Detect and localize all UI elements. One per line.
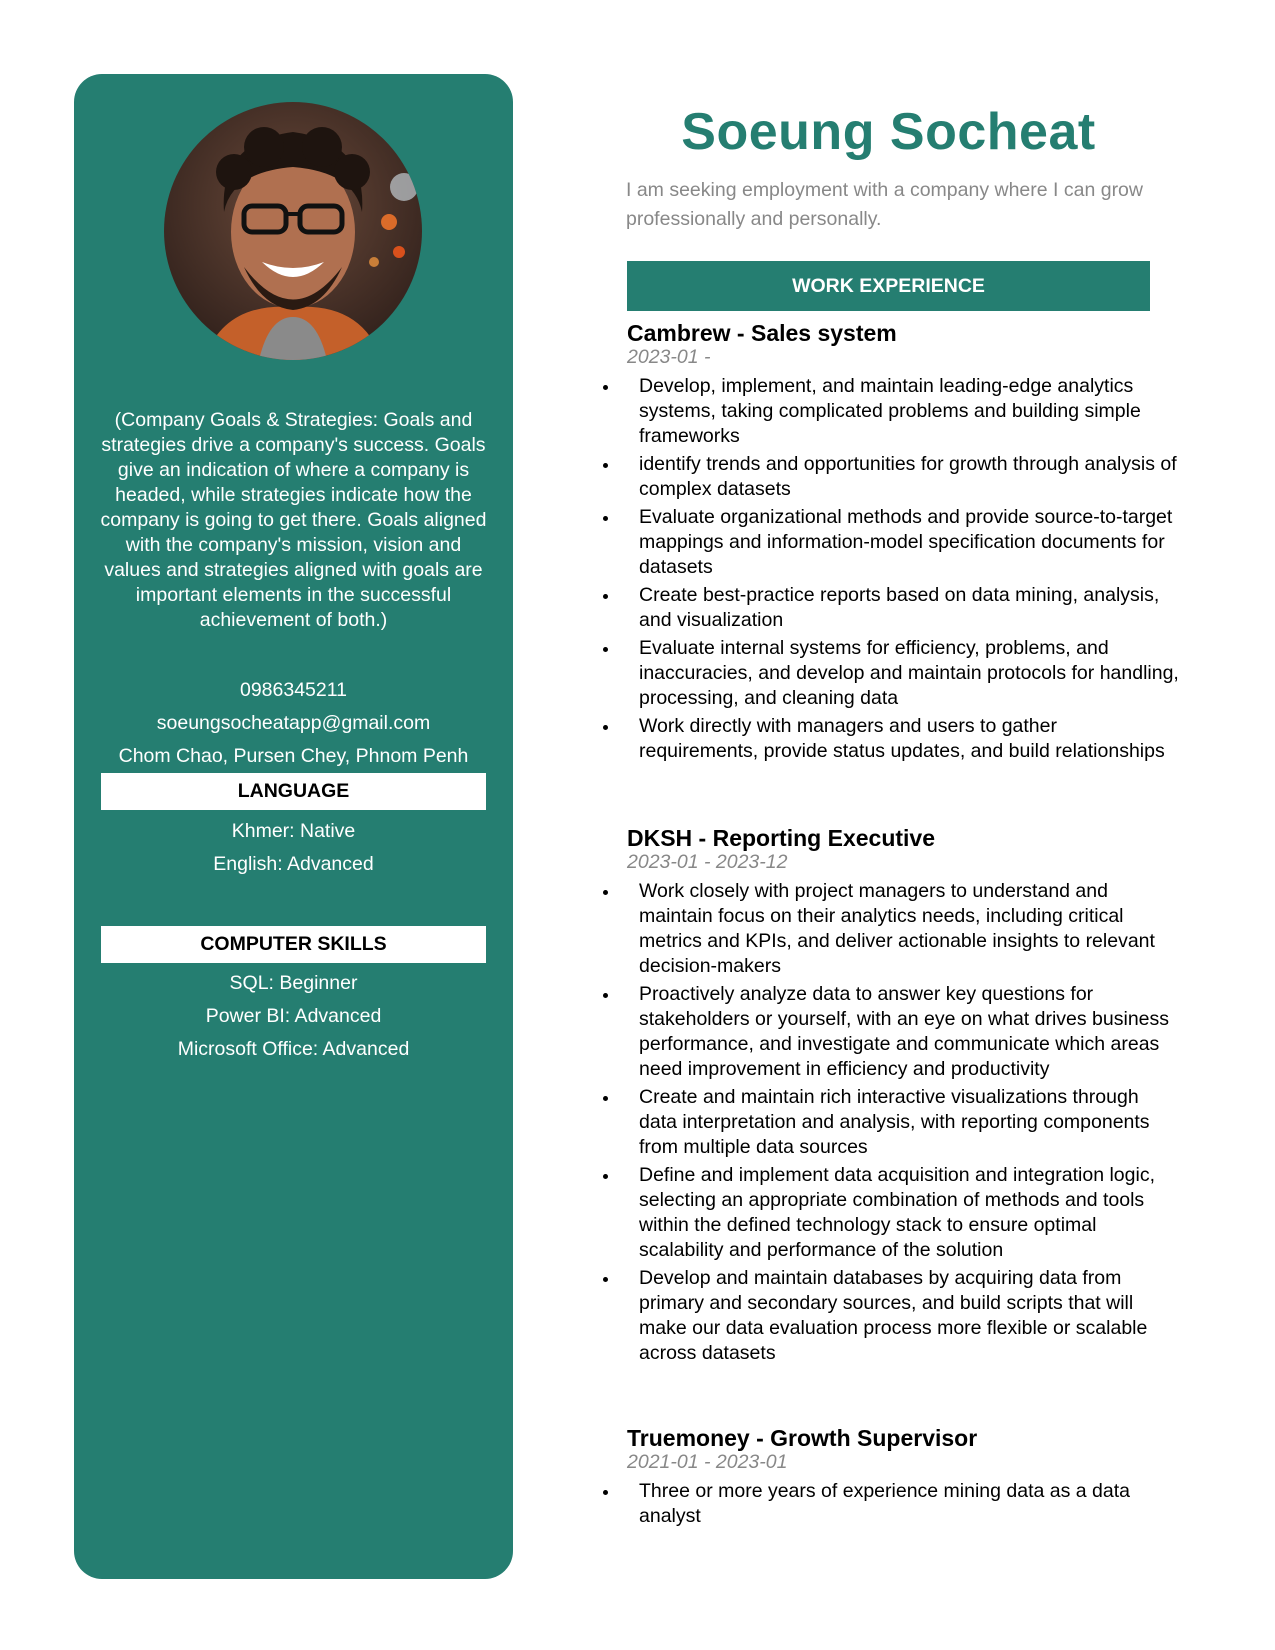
language-item: Khmer: Native [231, 820, 356, 842]
job-title: Cambrew - Sales system [627, 320, 897, 346]
job-bullet: Work directly with managers and users to gather requirements, provide status updates, and build relationships [590, 714, 1179, 764]
profile-photo-illustration [164, 102, 422, 360]
skill-item: Microsoft Office: Advanced [177, 1038, 410, 1060]
job-title: DKSH - Reporting Executive [627, 825, 935, 851]
job-bullet: Evaluate organizational methods and provide source-to-target mappings and information-model specification documents for datasets [590, 505, 1179, 580]
job-entry [590, 1425, 1190, 1532]
sidebar [74, 74, 513, 1579]
skill-item: SQL: Beginner [229, 972, 358, 994]
job-date: 2023-01 - [627, 346, 711, 368]
job-entry [590, 825, 1190, 1369]
job-bullets [590, 374, 1190, 764]
job-bullet: identify trends and opportunities for growth through analysis of complex datasets [590, 452, 1179, 502]
skills-heading: COMPUTER SKILLS [101, 926, 486, 963]
skill-item: Power BI: Advanced [205, 1005, 382, 1027]
job-title: Truemoney - Growth Supervisor [627, 1425, 978, 1451]
job-bullets [590, 879, 1190, 1366]
job-bullet: Define and implement data acquisition and integration logic, selecting an appropriate combination of methods and tools within the defined technology stack to ensure optimal scalability and performance of the solution [590, 1163, 1179, 1263]
email: soeungsocheatapp@gmail.com [156, 712, 431, 734]
job-bullets [590, 1479, 1190, 1529]
language-list [74, 815, 513, 881]
job-bullet: Develop and maintain databases by acquiring data from primary and secondary sources, and build scripts that will make our data evaluation process more flexible or scalable across datasets [590, 1266, 1179, 1366]
job-date: 2023-01 - 2023-12 [627, 851, 788, 873]
language-item: English: Advanced [213, 853, 374, 875]
job-bullet: Evaluate internal systems for efficiency, problems, and inaccuracies, and develop and maintain protocols for handling, processing, and cleaning data [590, 636, 1179, 711]
profile-photo [164, 102, 422, 360]
skills-list [74, 967, 513, 1066]
summary: I am seeking employment with a company where I can grow professionally and personally. [626, 179, 1143, 230]
job-bullet: Create and maintain rich interactive visualizations through data interpretation and analysis, with reporting components from multiple data sources [590, 1085, 1179, 1160]
contact-info [74, 674, 513, 773]
job-date: 2021-01 - 2023-01 [627, 1451, 788, 1473]
phone: 0986345211 [239, 679, 347, 701]
about-text: (Company Goals & Strategies: Goals and strategies drive a company's success. Goals give an indication of where a company is headed, while strategies indicate how the company is going to get there. Goals aligned with the company's mission, vision and values and strategies aligned with goals are important elements in the successful achievement of both.) [100, 409, 487, 631]
job-bullet: Work closely with project managers to understand and maintain focus on their analytics needs, including critical metrics and KPIs, and deliver actionable insights to relevant decision-makers [590, 879, 1179, 979]
candidate-name: Soeung Socheat [681, 103, 1096, 161]
address: Chom Chao, Pursen Chey, Phnom Penh [118, 745, 469, 767]
job-bullet: Proactively analyze data to answer key questions for stakeholders or yourself, with an eye on what drives business performance, and investigate and communicate which areas need improvement in efficiency and productivity [590, 982, 1179, 1082]
job-entry [590, 320, 1190, 767]
work-experience-heading: WORK EXPERIENCE [627, 261, 1150, 311]
language-heading: LANGUAGE [101, 773, 486, 810]
job-bullet: Create best-practice reports based on data mining, analysis, and visualization [590, 583, 1179, 633]
job-bullet: Develop, implement, and maintain leading-edge analytics systems, taking complicated problems and building simple frameworks [590, 374, 1179, 449]
job-bullet: Three or more years of experience mining data as a data analyst [590, 1479, 1179, 1529]
